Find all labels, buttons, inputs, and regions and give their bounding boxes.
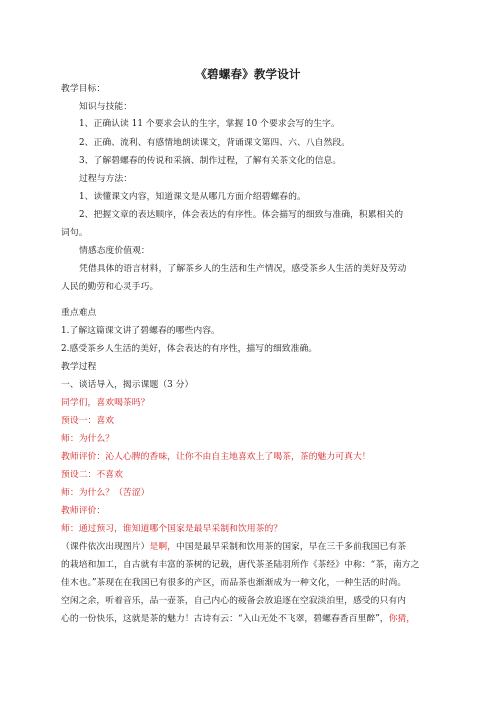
paragraph-note: （课件依次出现图片） <box>61 542 150 552</box>
dialog-line: 师：通过预习，谁知道哪个国家是最早采制和饮用茶的？ <box>61 524 283 534</box>
paragraph-text: 心的一份快乐，这就是茶的魅力！古诗有云：“入山无处不飞翠，碧螺春香百里醉”， <box>61 614 389 624</box>
teaching-process-heading: 教学过程 <box>61 362 97 372</box>
emotion-line: 人民的勤劳和心灵手巧。 <box>61 282 159 292</box>
dialog-line: 预设一：喜欢 <box>61 416 115 426</box>
emotion-heading: 情感态度价值观： <box>79 246 150 256</box>
emotion-line: 凭借具体的语言材料，了解茶乡人的生活和生产情况，感受茶乡人生活的美好及劳动 <box>79 264 407 274</box>
paragraph-line: 空闲之余，听着音乐，品一壶茶，自己内心的疲备会放追逐在空寂淡泊里，感受的只有内 <box>61 596 407 606</box>
paragraph-line <box>61 541 435 553</box>
paragraph-line <box>61 613 435 625</box>
knowledge-item: 1、正确认读 11 个要求会认的生字，掌握 10 个要求会写的生字。 <box>79 119 340 129</box>
key-point-item: 1.了解这篇课文讲了碧螺春的哪些内容。 <box>61 326 220 336</box>
process-item: 1、读懂课文内容，知道课文是从哪几方面介绍碧螺春的。 <box>79 192 306 202</box>
dialog-line: 师：为什么？（苦涩） <box>61 488 150 498</box>
dialog-line: 教师评价：沁人心脾的香味，让你不由自主地喜欢上了喝茶，茶的魅力可真大！ <box>61 452 371 462</box>
knowledge-item: 2、正确、流利、有感情地朗读课文，背诵课文第四、六、八自然段。 <box>79 138 351 148</box>
paragraph-red-text: 是啊， <box>149 542 177 552</box>
paragraph-text: 中国是最早采制和饮用茶的国家，早在三千多前我国已有茶 <box>176 542 407 552</box>
knowledge-heading: 知识与技能： <box>79 102 133 112</box>
knowledge-item: 3、了解碧螺春的传说和采摘、制作过程，了解有关茶文化的信息。 <box>79 156 342 166</box>
key-point-item: 2.感受茶乡人生活的美好，体会表达的有序性，描写的细致准确。 <box>61 344 318 354</box>
dialog-line: 教师评价： <box>61 506 106 516</box>
process-method-heading: 过程与方法： <box>79 174 133 184</box>
key-points-heading: 重点难点 <box>61 308 97 318</box>
dialog-line: 同学们，喜欢喝茶吗？ <box>61 398 150 408</box>
document-title: 《碧螺春》教学设计 <box>195 67 301 81</box>
process-item: 2、把握文章的表达顺序，体会表达的有序性。体会描写的细致与准确，积累相关的 <box>79 210 404 220</box>
dialog-line: 师：为什么？ <box>61 434 115 444</box>
paragraph-red-text: 你猜， <box>388 614 416 624</box>
dialog-line: 预设二：不喜欢 <box>61 470 123 480</box>
goals-heading: 教学目标： <box>61 84 106 94</box>
paragraph-line: 佳木也。”茶现在在我国已有很多的产区，而品茶也渐渐成为一种文化，一种生活的时尚。 <box>61 578 407 588</box>
paragraph-line: 的栽培和加工，自古就有丰富的茶树的记载，唐代茶圣陆羽所作《茶经》中称：“茶，南方之 <box>61 560 420 570</box>
section-heading: 一、谈话导入，揭示课题（3 分） <box>61 380 194 390</box>
process-item-continuation: 词句。 <box>61 228 88 238</box>
